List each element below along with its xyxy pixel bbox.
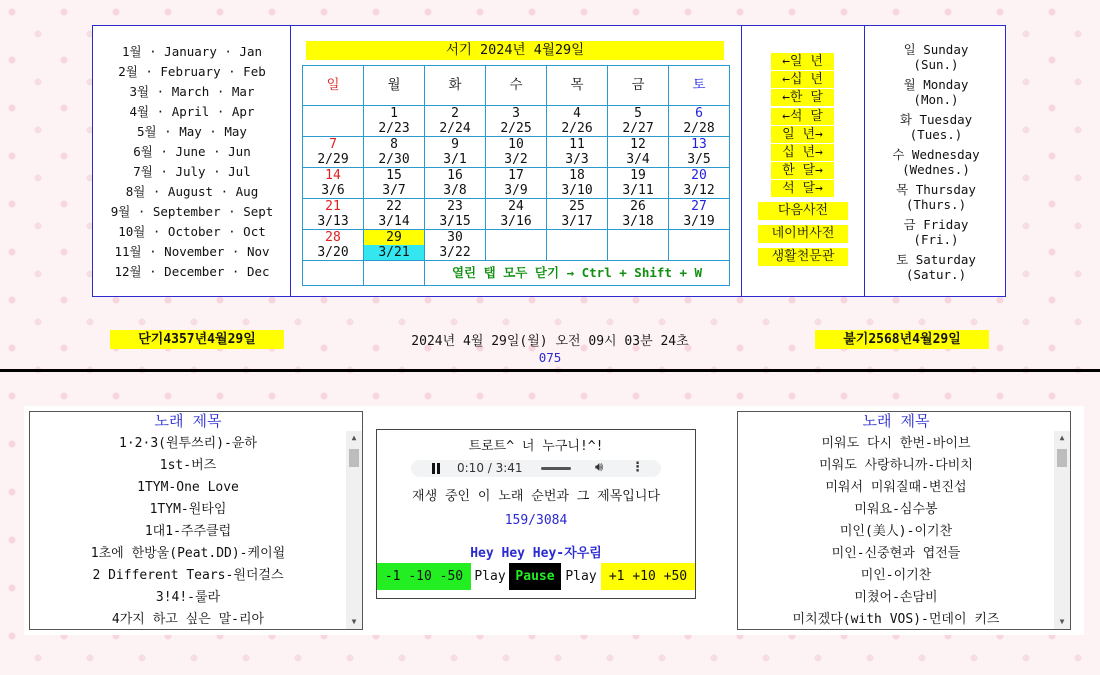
solar-day-number: 1 bbox=[390, 106, 398, 121]
weekday-names-column bbox=[865, 26, 1007, 296]
song-list-item[interactable]: 미인-신중현과 엽전들 bbox=[831, 546, 961, 561]
empty-day bbox=[303, 106, 364, 137]
month-item: 12월 · December · Dec bbox=[114, 264, 270, 279]
playing-message: 재생 중인 이 노래 순번과 그 제목입니다 bbox=[412, 489, 660, 504]
more-options-icon[interactable]: ⋮ bbox=[631, 460, 644, 475]
weekday-name: 월 Monday bbox=[903, 77, 969, 92]
calendar-day[interactable] bbox=[669, 199, 730, 230]
weekday-name: 토 Saturday bbox=[896, 252, 976, 267]
lunar-date: 3/9 bbox=[504, 183, 528, 198]
song-list-item[interactable]: 미인-이기찬 bbox=[860, 568, 932, 583]
close-tabs-hint-cell bbox=[425, 261, 730, 286]
solar-day-number: 4 bbox=[573, 106, 581, 121]
calendar-nav-button[interactable]: ←십 년 bbox=[771, 71, 834, 88]
scroll-down-icon[interactable]: ▼ bbox=[351, 617, 357, 626]
lunar-date: 3/6 bbox=[321, 183, 345, 198]
lunar-date: 2/23 bbox=[378, 121, 410, 136]
solar-day-number: 28 bbox=[325, 230, 341, 245]
solar-day-number: 29 bbox=[364, 230, 424, 245]
weekday-name: 금 Friday bbox=[903, 217, 969, 232]
dangi-date-badge: 단기4357년4월29일 bbox=[110, 330, 284, 349]
weekday-name: 일 Sunday bbox=[903, 42, 969, 57]
weekday-header: 일 bbox=[303, 66, 364, 106]
calendar-day[interactable] bbox=[669, 106, 730, 137]
lunar-date: 3/12 bbox=[683, 183, 715, 198]
lunar-date: 3/11 bbox=[622, 183, 654, 198]
lunar-date: 2/25 bbox=[500, 121, 532, 136]
lunar-date: 3/10 bbox=[561, 183, 593, 198]
visit-counter: 075 bbox=[538, 350, 562, 365]
month-item: 9월 · September · Sept bbox=[110, 204, 274, 219]
song-list-item[interactable]: 1st-버즈 bbox=[159, 458, 217, 473]
month-item: 4월 · April · Apr bbox=[129, 104, 255, 119]
lunar-date: 3/17 bbox=[561, 214, 593, 229]
calendar-day[interactable] bbox=[547, 199, 608, 230]
lunar-date: 2/24 bbox=[439, 121, 471, 136]
song-list bbox=[738, 433, 1054, 630]
calendar-day[interactable] bbox=[669, 168, 730, 199]
navigation-column bbox=[742, 26, 865, 296]
lunar-date: 3/2 bbox=[504, 152, 528, 167]
solar-day-number: 21 bbox=[325, 199, 341, 214]
weekday-abbreviation: (Sun.) bbox=[913, 57, 959, 72]
solar-day-number: 11 bbox=[569, 137, 585, 152]
lunar-date: 3/20 bbox=[317, 245, 349, 260]
solar-day-number: 30 bbox=[447, 230, 463, 245]
song-list-title: 노래 제목 bbox=[154, 412, 222, 430]
solar-day-number: 16 bbox=[447, 168, 463, 183]
current-datetime: 2024년 4월 29일(월) 오전 09시 03분 24초 bbox=[411, 334, 689, 349]
music-player bbox=[376, 429, 696, 599]
lunar-date: 3/15 bbox=[439, 214, 471, 229]
calendar-nav-button[interactable]: 십 년→ bbox=[771, 144, 834, 161]
lunar-date: 2/30 bbox=[378, 152, 410, 167]
scroll-thumb[interactable] bbox=[349, 449, 359, 467]
calendar-day[interactable] bbox=[364, 230, 425, 261]
song-list-item[interactable]: 3!4!-룰라 bbox=[155, 590, 221, 605]
track-number: 159/3084 bbox=[504, 513, 568, 528]
solar-day-number: 9 bbox=[451, 137, 459, 152]
left-song-list[interactable] bbox=[29, 411, 363, 630]
player-title: 트로트^ 너 누구니!^! bbox=[468, 439, 604, 454]
solar-day-number: 7 bbox=[329, 137, 337, 152]
calendar-day[interactable] bbox=[547, 168, 608, 199]
player-controls bbox=[377, 563, 695, 590]
solar-day-number: 27 bbox=[691, 199, 707, 214]
solar-day-number: 19 bbox=[630, 168, 646, 183]
calendar-day[interactable] bbox=[486, 137, 547, 168]
calendar-day[interactable] bbox=[608, 137, 669, 168]
lunar-date: 3/5 bbox=[687, 152, 711, 167]
scroll-up-icon[interactable]: ▲ bbox=[1059, 433, 1065, 442]
calendar-day[interactable] bbox=[608, 168, 669, 199]
solar-day-number: 3 bbox=[512, 106, 520, 121]
solar-day-number: 14 bbox=[325, 168, 341, 183]
month-item: 11월 · November · Nov bbox=[114, 244, 270, 259]
pause-icon[interactable] bbox=[431, 463, 441, 474]
month-item: 5월 · May · May bbox=[137, 124, 247, 139]
song-list-item[interactable]: 미워도 사랑하니까-다비치 bbox=[819, 458, 973, 473]
calendar-day[interactable] bbox=[303, 230, 364, 261]
scroll-up-icon[interactable]: ▲ bbox=[351, 433, 357, 442]
solar-day-number: 2 bbox=[451, 106, 459, 121]
calendar-day[interactable] bbox=[364, 199, 425, 230]
dictionary-link-button[interactable]: 생활천문관 bbox=[758, 248, 848, 266]
song-list-item[interactable]: 미워서 미워질때-변진섭 bbox=[825, 480, 967, 495]
lunar-date: 3/1 bbox=[443, 152, 467, 167]
weekday-name: 목 Thursday bbox=[896, 182, 976, 197]
month-item: 6월 · June · Jun bbox=[133, 144, 251, 159]
song-list-item[interactable]: 미치겠다(with VOS)-먼데이 키즈 bbox=[792, 612, 1000, 627]
calendar-center bbox=[291, 26, 742, 296]
calendar-day[interactable] bbox=[547, 137, 608, 168]
calendar-day[interactable] bbox=[303, 199, 364, 230]
solar-day-number: 22 bbox=[386, 199, 402, 214]
play-button[interactable]: Play bbox=[565, 569, 597, 584]
calendar-day[interactable] bbox=[425, 106, 486, 137]
song-list-item[interactable]: 4가지 하고 싶은 말-리아 bbox=[111, 612, 265, 627]
weekday-name: 화 Tuesday bbox=[899, 112, 973, 127]
calendar-day[interactable] bbox=[486, 168, 547, 199]
solar-day-number: 17 bbox=[508, 168, 524, 183]
bulgi-date-badge: 불기2568년4월29일 bbox=[815, 330, 989, 349]
weekday-header: 토 bbox=[669, 66, 730, 106]
song-list-item[interactable]: 1TYM-One Love bbox=[137, 480, 239, 495]
song-list bbox=[30, 433, 346, 630]
weekday-abbreviation: (Mon.) bbox=[913, 92, 959, 107]
month-item: 2월 · February · Feb bbox=[118, 64, 266, 79]
empty-day bbox=[547, 230, 608, 261]
calendar-day[interactable] bbox=[364, 106, 425, 137]
weekday-abbreviation: (Wednes.) bbox=[902, 162, 970, 177]
song-list-item[interactable]: 2 Different Tears-원더걸스 bbox=[92, 568, 284, 583]
song-list-item[interactable]: 미워요-심수봉 bbox=[854, 502, 938, 517]
skip-forward-buttons[interactable]: +1 +10 +50 bbox=[601, 563, 695, 590]
section-divider bbox=[0, 369, 1100, 372]
lunar-date: 2/26 bbox=[561, 121, 593, 136]
calendar-day[interactable] bbox=[425, 168, 486, 199]
calendar-day[interactable] bbox=[608, 199, 669, 230]
solar-day-number: 8 bbox=[390, 137, 398, 152]
calendar-day[interactable] bbox=[608, 106, 669, 137]
lunar-date: 3/13 bbox=[317, 214, 349, 229]
month-item: 10월 · October · Oct bbox=[118, 224, 266, 239]
scrollbar[interactable] bbox=[1054, 431, 1070, 629]
calendar-day[interactable] bbox=[486, 106, 547, 137]
calendar-day[interactable] bbox=[425, 230, 486, 261]
month-item: 8월 · August · Aug bbox=[125, 184, 259, 199]
skip-back-buttons[interactable]: -1 -10 -50 bbox=[377, 563, 471, 590]
calendar-nav-button[interactable]: 한 달→ bbox=[771, 162, 834, 179]
lunar-date: 3/18 bbox=[622, 214, 654, 229]
lunar-date: 3/4 bbox=[626, 152, 650, 167]
playback-time: 0:10 / 3:41 bbox=[457, 461, 523, 475]
song-list-item[interactable]: 1대1-주주클럽 bbox=[144, 524, 232, 539]
song-list-item[interactable]: 미인(美人)-이기찬 bbox=[839, 524, 953, 539]
empty-day bbox=[608, 230, 669, 261]
volume-icon[interactable]: 🔊︎ bbox=[595, 460, 604, 475]
weekday-abbreviation: (Satur.) bbox=[905, 267, 967, 282]
calendar-day[interactable] bbox=[547, 106, 608, 137]
calendar-title: 서기 2024년 4월29일 bbox=[306, 41, 724, 60]
weekday-abbreviation: (Tues.) bbox=[909, 127, 963, 142]
solar-day-number: 6 bbox=[695, 106, 703, 121]
scrollbar[interactable] bbox=[346, 431, 362, 629]
calendar-nav-button[interactable]: ←한 달 bbox=[771, 89, 834, 106]
calendar-nav-button[interactable]: ←석 달 bbox=[771, 108, 834, 125]
month-item: 1월 · January · Jan bbox=[121, 44, 262, 59]
empty-day bbox=[486, 230, 547, 261]
calendar-day[interactable] bbox=[303, 168, 364, 199]
calendar-day[interactable] bbox=[364, 137, 425, 168]
calendar-table bbox=[302, 65, 730, 286]
empty-day bbox=[669, 230, 730, 261]
song-list-item[interactable]: 미워도 다시 한번-바이브 bbox=[821, 436, 971, 451]
calendar-nav-button[interactable]: 석 달→ bbox=[771, 180, 834, 197]
close-tabs-hint: 열린 탭 모두 닫기 → Ctrl + Shift + W bbox=[451, 265, 703, 280]
lunar-date: 3/16 bbox=[500, 214, 532, 229]
solar-day-number: 23 bbox=[447, 199, 463, 214]
progress-track[interactable] bbox=[541, 467, 571, 470]
weekday-name: 수 Wednesday bbox=[892, 147, 980, 162]
right-song-list[interactable] bbox=[737, 411, 1071, 630]
lunar-date: 3/3 bbox=[565, 152, 589, 167]
lunar-date: 3/21 bbox=[364, 245, 424, 260]
song-list-item[interactable]: 1TYM-원타임 bbox=[149, 502, 227, 517]
calendar-day[interactable] bbox=[425, 137, 486, 168]
dictionary-link-button[interactable]: 네이버사전 bbox=[758, 225, 848, 243]
solar-day-number: 26 bbox=[630, 199, 646, 214]
empty-day bbox=[303, 261, 364, 286]
lunar-date: 3/7 bbox=[382, 183, 406, 198]
calendar-day[interactable] bbox=[486, 199, 547, 230]
lunar-date: 3/8 bbox=[443, 183, 467, 198]
lunar-date: 2/28 bbox=[683, 121, 715, 136]
weekday-abbreviation: (Fri.) bbox=[913, 232, 959, 247]
song-list-title: 노래 제목 bbox=[862, 412, 930, 430]
lunar-date: 2/29 bbox=[317, 152, 349, 167]
month-item: 7월 · July · Jul bbox=[133, 164, 251, 179]
weekday-abbreviation: (Thurs.) bbox=[905, 197, 967, 212]
solar-day-number: 24 bbox=[508, 199, 524, 214]
calendar-nav-button[interactable]: ←일 년 bbox=[771, 53, 834, 70]
solar-day-number: 10 bbox=[508, 137, 524, 152]
song-list-item[interactable]: 1초에 한방울(Peat.DD)-케이윌 bbox=[90, 546, 286, 561]
audio-player[interactable] bbox=[411, 460, 661, 477]
now-playing-song: Hey Hey Hey-자우림 bbox=[470, 546, 602, 561]
solar-day-number: 18 bbox=[569, 168, 585, 183]
solar-day-number: 20 bbox=[691, 168, 707, 183]
solar-day-number: 12 bbox=[630, 137, 646, 152]
song-list-item[interactable]: 미쳤어-손담비 bbox=[854, 590, 938, 605]
lunar-date: 3/22 bbox=[439, 245, 471, 260]
scroll-thumb[interactable] bbox=[1057, 449, 1067, 467]
calendar-frame bbox=[92, 25, 1006, 297]
weekday-header: 수 bbox=[486, 66, 547, 106]
song-list-item[interactable]: 1·2·3(원투쓰리)-윤하 bbox=[119, 436, 257, 451]
solar-day-number: 13 bbox=[691, 137, 707, 152]
calendar-day[interactable] bbox=[364, 168, 425, 199]
calendar-day[interactable] bbox=[669, 137, 730, 168]
weekday-header: 화 bbox=[425, 66, 486, 106]
solar-day-number: 25 bbox=[569, 199, 585, 214]
pause-button[interactable]: Pause bbox=[509, 563, 561, 590]
calendar-day[interactable] bbox=[303, 137, 364, 168]
solar-day-number: 5 bbox=[634, 106, 642, 121]
solar-day-number: 15 bbox=[386, 168, 402, 183]
lunar-date: 3/19 bbox=[683, 214, 715, 229]
weekday-header: 금 bbox=[608, 66, 669, 106]
month-item: 3월 · March · Mar bbox=[129, 84, 255, 99]
lunar-date: 2/27 bbox=[622, 121, 654, 136]
calendar-nav-button[interactable]: 일 년→ bbox=[771, 126, 834, 143]
empty-day bbox=[364, 261, 425, 286]
lunar-date: 3/14 bbox=[378, 214, 410, 229]
calendar-day[interactable] bbox=[425, 199, 486, 230]
weekday-header: 목 bbox=[547, 66, 608, 106]
month-list bbox=[93, 26, 291, 296]
play-button[interactable]: Play bbox=[474, 569, 506, 584]
scroll-down-icon[interactable]: ▼ bbox=[1059, 617, 1065, 626]
dictionary-link-button[interactable]: 다음사전 bbox=[758, 202, 848, 220]
weekday-header: 월 bbox=[364, 66, 425, 106]
